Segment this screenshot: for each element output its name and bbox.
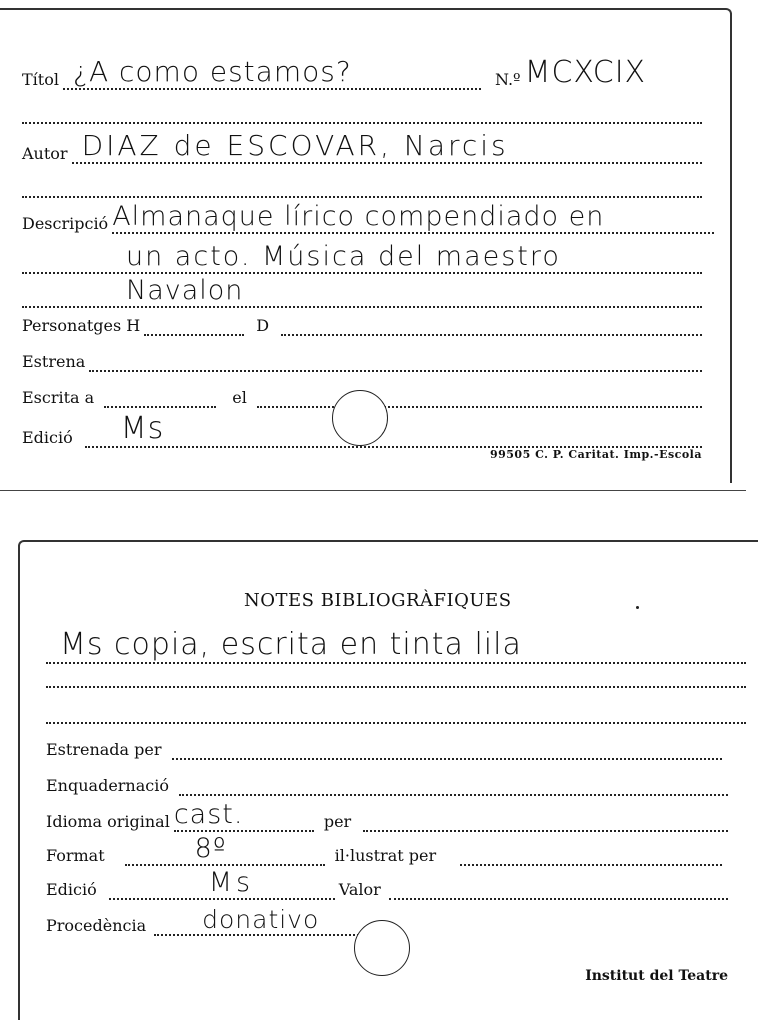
catalog-card-front <box>0 8 732 483</box>
autor-value: DIAZ de ESCOVAR, Narcis <box>81 129 509 162</box>
edicio2-field <box>109 868 335 900</box>
personatges-h-field <box>144 314 244 336</box>
catalog-card-back <box>18 540 758 1020</box>
illustrat-field <box>460 844 722 866</box>
procedencia-label: Procedència <box>46 916 147 935</box>
autor-label: Autor <box>22 144 68 163</box>
edicio-value: Ms <box>120 411 165 446</box>
institution-imprint: Institut del Teatre <box>585 968 728 984</box>
titol-label: Títol <box>22 70 59 89</box>
notes-heading: NOTES BIBLIOGRÀFIQUES <box>244 590 512 611</box>
titol-row <box>22 55 720 90</box>
idioma-field <box>174 800 314 832</box>
numero-label: N.º <box>494 70 521 89</box>
punch-hole <box>354 920 410 976</box>
descripcio-label: Descripció <box>22 214 109 233</box>
procedencia-value: donativo <box>202 905 320 934</box>
descripcio-row-3 <box>22 276 702 308</box>
estrenada-row <box>46 738 722 760</box>
descripcio-value-2: un acto. Música del maestro <box>126 241 561 272</box>
format-row <box>46 834 722 866</box>
numero-field <box>524 55 720 90</box>
estrena-field <box>89 350 702 372</box>
notes-line-3 <box>46 722 746 724</box>
titol-field <box>63 55 481 90</box>
descripcio-field-2 <box>22 242 702 274</box>
personatges-label: Personatges H <box>22 316 141 335</box>
numero-value: MCXCIX <box>524 55 647 90</box>
descripcio-row <box>22 202 714 234</box>
edicio2-value: Ms <box>208 867 255 898</box>
punch-hole <box>332 390 388 446</box>
enquadernacio-row <box>46 774 728 796</box>
descripcio-row-2 <box>22 242 702 274</box>
personatges-d-field <box>281 314 702 336</box>
idioma-row <box>46 800 728 832</box>
descripcio-field-3 <box>22 276 702 308</box>
notes-field-1 <box>46 628 746 664</box>
format-field <box>125 834 325 866</box>
edicio2-label: Edició <box>46 880 97 899</box>
autor-extra-line <box>22 196 702 198</box>
estrenada-field <box>172 738 722 760</box>
enquadernacio-label: Enquadernació <box>46 776 169 795</box>
valor-field <box>389 878 728 900</box>
titol-extra-line <box>22 122 702 124</box>
personatges-d-label: D <box>256 316 270 335</box>
edicio-field <box>85 411 702 448</box>
notes-line-2 <box>46 686 746 688</box>
escrita-el-field <box>257 386 702 408</box>
escrita-el-label: el <box>232 388 247 407</box>
escrita-a-field <box>104 386 216 408</box>
idioma-per-label: per <box>323 812 352 831</box>
enquadernacio-field <box>179 774 728 796</box>
format-value: 8º <box>194 833 227 864</box>
personatges-row <box>22 314 702 336</box>
descripcio-field-1 <box>112 202 714 234</box>
estrena-label: Estrena <box>22 352 86 371</box>
edicio-label: Edició <box>22 428 73 447</box>
idioma-per-field <box>363 810 728 832</box>
autor-row <box>22 129 702 164</box>
descripcio-value-3: Navalon <box>126 275 244 306</box>
descripcio-value-1: Almanaque lírico compendiado en <box>112 201 605 232</box>
speck-mark <box>636 606 639 609</box>
idioma-label: Idioma original <box>46 812 170 831</box>
idioma-value: cast. <box>173 799 244 830</box>
escrita-label: Escrita a <box>22 388 95 407</box>
estrena-row <box>22 350 702 372</box>
valor-label: Valor <box>338 880 381 899</box>
procedencia-row <box>46 904 406 936</box>
autor-field <box>72 129 702 164</box>
illustrat-label: il·lustrat per <box>334 846 437 865</box>
printer-imprint: 99505 C. P. Caritat. Imp.-Escola <box>489 448 702 461</box>
notes-row-1 <box>46 628 746 664</box>
card1-bottom-edge <box>0 490 746 491</box>
format-label: Format <box>46 846 105 865</box>
titol-value: ¿A como estamos? <box>72 55 352 88</box>
edicio2-row <box>46 868 728 900</box>
estrenada-label: Estrenada per <box>46 740 162 759</box>
notes-value-1: Ms copia, escrita en tinta lila <box>60 627 522 662</box>
